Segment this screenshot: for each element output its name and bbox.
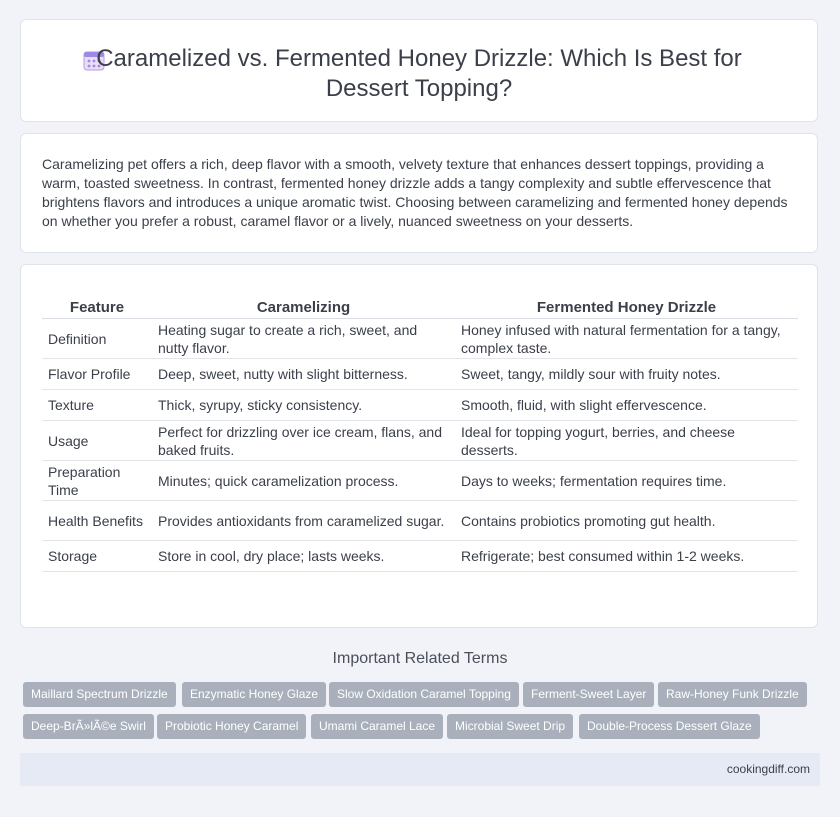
row-fermented: Days to weeks; fermentation requires time.	[455, 461, 798, 501]
related-term-tag[interactable]: Enzymatic Honey Glaze	[182, 682, 326, 707]
row-caramelizing: Perfect for drizzling over ice cream, flans, and baked fruits.	[152, 421, 455, 461]
related-term-tag[interactable]: Umami Caramel Lace	[311, 714, 443, 739]
header-fermented: Fermented Honey Drizzle	[455, 298, 798, 319]
row-feature: Usage	[42, 421, 152, 461]
row-fermented: Ideal for topping yogurt, berries, and cheese desserts.	[455, 421, 798, 461]
related-term-tag[interactable]: Ferment-Sweet Layer	[523, 682, 654, 707]
table-header-row	[42, 298, 798, 319]
table-row	[42, 319, 798, 359]
row-fermented: Smooth, fluid, with slight effervescence.	[455, 390, 798, 421]
row-feature: Flavor Profile	[42, 359, 152, 390]
table-row	[42, 461, 798, 501]
row-feature: Health Benefits	[42, 501, 152, 541]
related-terms-title: Important Related Terms	[332, 650, 508, 667]
row-feature: Storage	[42, 541, 152, 572]
related-term-tag[interactable]: Raw-Honey Funk Drizzle	[658, 682, 807, 707]
row-caramelizing: Thick, syrupy, sticky consistency.	[152, 390, 455, 421]
related-term-tag[interactable]: Maillard Spectrum Drizzle	[23, 682, 176, 707]
row-feature: Texture	[42, 390, 152, 421]
related-term-tag[interactable]: Microbial Sweet Drip	[447, 714, 573, 739]
table-row	[42, 501, 798, 541]
related-term-tag[interactable]: Probiotic Honey Caramel	[157, 714, 306, 739]
row-caramelizing: Heating sugar to create a rich, sweet, and nutty flavor.	[152, 319, 455, 359]
header-caramelizing: Caramelizing	[152, 298, 455, 319]
row-fermented: Honey infused with natural fermentation for a tangy, complex taste.	[455, 319, 798, 359]
footer	[20, 753, 820, 786]
header-card	[20, 19, 818, 122]
related-term-tag[interactable]: Slow Oxidation Caramel Topping	[329, 682, 519, 707]
table-row	[42, 390, 798, 421]
row-caramelizing: Deep, sweet, nutty with slight bitterness.	[152, 359, 455, 390]
intro-paragraph: Caramelizing pet offers a rich, deep flavor with a smooth, velvety texture that enhances dessert toppings, providing a warm, toasted sweetness. In contrast, fermented honey drizzle adds a tangy complexity and subtle effervescence that brightens flavors and introduces a unique aromatic twist. Choosing between caramelizing and fermented honey depends on whether you prefer a robust, caramel flavor or a lively, nuanced sweetness on your desserts.	[42, 156, 788, 229]
footer-site-link[interactable]: cookingdiff.com	[726, 762, 810, 776]
header-feature: Feature	[42, 298, 152, 319]
row-feature: Definition	[42, 319, 152, 359]
table-row	[42, 359, 798, 390]
related-term-tag[interactable]: Double-Process Dessert Glaze	[579, 714, 760, 739]
comparison-table	[42, 298, 798, 572]
row-caramelizing: Store in cool, dry place; lasts weeks.	[152, 541, 455, 572]
comparison-card	[20, 264, 818, 628]
intro-card	[20, 133, 818, 253]
table-row	[42, 541, 798, 572]
row-feature: Preparation Time	[42, 461, 152, 501]
table-row	[42, 421, 798, 461]
row-fermented: Sweet, tangy, mildly sour with fruity notes.	[455, 359, 798, 390]
row-fermented: Contains probiotics promoting gut health.	[455, 501, 798, 541]
page-title: Caramelized vs. Fermented Honey Drizzle: Which Is Best for Dessert Topping?	[96, 45, 742, 102]
row-caramelizing: Provides antioxidants from caramelized sugar.	[152, 501, 455, 541]
row-caramelizing: Minutes; quick caramelization process.	[152, 461, 455, 501]
related-term-tag[interactable]: Deep-BrÃ»lÃ©e Swirl	[23, 714, 154, 739]
row-fermented: Refrigerate; best consumed within 1-2 weeks.	[455, 541, 798, 572]
